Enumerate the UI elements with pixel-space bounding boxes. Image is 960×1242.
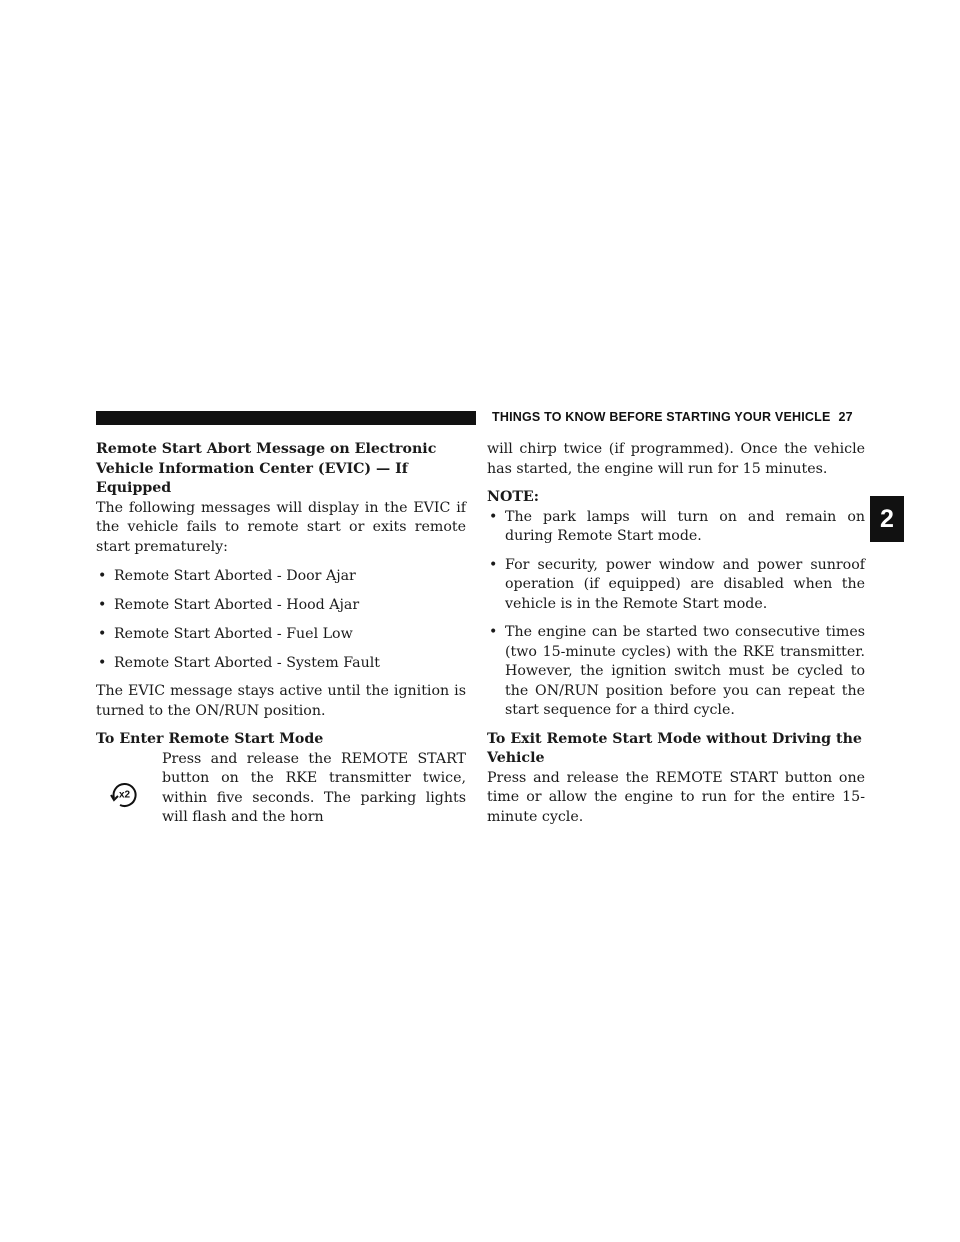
icon-label: x2 — [118, 789, 131, 800]
header-rule — [96, 411, 476, 425]
enter-remote-start-text: Press and release the REMOTE START button on the RKE transmitter twice, within five seconds. The parking lights will flash and the horn — [162, 750, 466, 825]
section-heading-enter-remote-start: To Enter Remote Start Mode — [96, 731, 324, 747]
list-item: • For security, power window and power sunroof operation (if equipped) are disabled when the vehicle is in the Remote Start mode. — [487, 556, 865, 615]
section-heading-abort-message: Remote Start Abort Message on Electronic Vehicle Information Center (EVIC) — If Equipped — [96, 441, 437, 496]
note-label: NOTE: — [487, 489, 539, 505]
enter-remote-start-block — [96, 750, 466, 828]
list-item: • The engine can be started two consecutive times (two 15-minute cycles) with the RKE transmitter. However, the ignition switch must be cycled to the ON/RUN position before you can repeat the start sequence for a third cycle. — [487, 623, 865, 721]
left-column — [96, 440, 466, 828]
note-list — [487, 508, 865, 721]
list-item: • Remote Start Aborted - Fuel Low — [96, 625, 466, 645]
remote-start-x2-icon — [108, 778, 140, 810]
chapter-tab: 2 — [870, 496, 904, 542]
running-header — [492, 410, 853, 424]
section-title: THINGS TO KNOW BEFORE STARTING YOUR VEHICLE — [492, 410, 831, 424]
abort-message-list — [96, 567, 466, 674]
list-item: • Remote Start Aborted - Hood Ajar — [96, 596, 466, 616]
list-item: • Remote Start Aborted - Door Ajar — [96, 567, 466, 587]
abort-intro-paragraph: The following messages will display in the EVIC if the vehicle fails to remote start or exits remote start prematurely: — [96, 499, 466, 555]
exit-remote-start-text: Press and release the REMOTE START button one time or allow the engine to run for the entire 15-minute cycle. — [487, 769, 865, 825]
continued-paragraph: will chirp twice (if programmed). Once the vehicle has started, the engine will run for 15 minutes. — [487, 441, 865, 477]
page-number: 27 — [838, 410, 853, 424]
evic-paragraph: The EVIC message stays active until the ignition is turned to the ON/RUN position. — [96, 683, 466, 719]
right-column — [487, 440, 865, 827]
list-item: • Remote Start Aborted - System Fault — [96, 654, 466, 674]
section-heading-exit-remote-start: To Exit Remote Start Mode without Driving the Vehicle — [487, 730, 862, 766]
list-item: • The park lamps will turn on and remain on during Remote Start mode. — [487, 508, 865, 547]
